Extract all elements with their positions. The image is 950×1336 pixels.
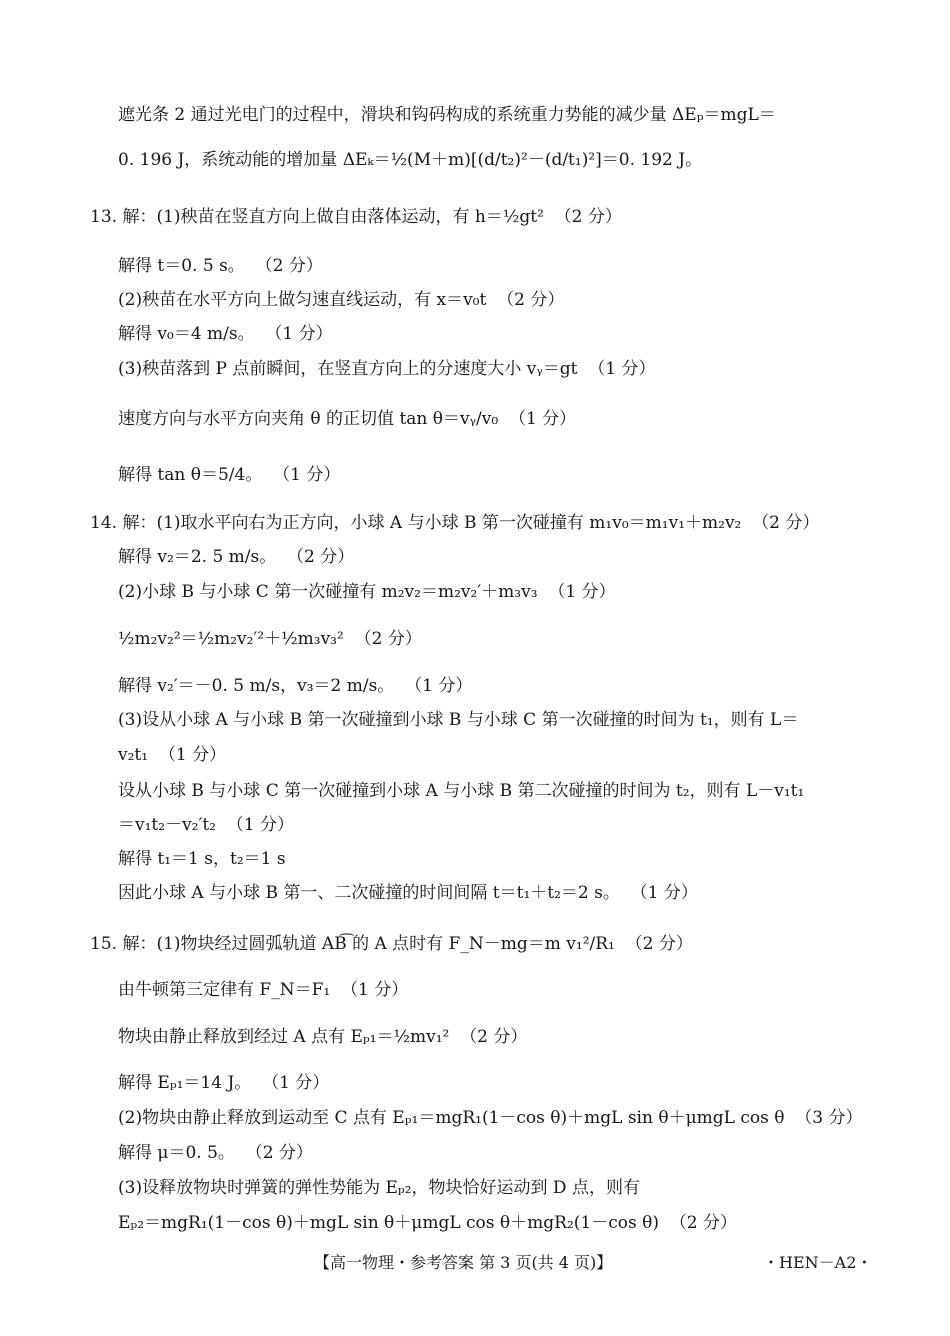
question-15-line-6 — [118, 1142, 313, 1164]
line-1 — [118, 104, 776, 126]
line-text: 13. 解：(1)秧苗在竖直方向上做自由落体运动，有 h＝½gt² （2 分） — [90, 207, 622, 227]
line-text: 解得 t₁＝1 s，t₂＝1 s — [118, 849, 286, 869]
question-14-line-5 — [118, 675, 472, 697]
question-15-line-4 — [118, 1072, 329, 1094]
line-text: ＝v₁t₂－v₂′t₂ （1 分） — [118, 815, 295, 835]
question-13-line-3 — [118, 289, 564, 311]
question-13-line-2 — [118, 255, 323, 277]
line-2 — [118, 149, 702, 171]
line-text: 物块由静止释放到经过 A 点有 Eₚ₁＝½mv₁² （2 分） — [118, 1027, 528, 1047]
line-text: (3)设从小球 A 与小球 B 第一次碰撞到小球 B 与小球 C 第一次碰撞的时间为 t₁，则有 L＝ — [118, 710, 799, 730]
line-text: 14. 解：(1)取水平向右为正方向，小球 A 与小球 B 第一次碰撞有 m₁v₀＝m₁v₁＋m₂v₂ （2 分） — [90, 513, 820, 533]
question-14-line-10 — [118, 848, 286, 870]
footer-page-label — [314, 1252, 612, 1274]
question-13-line-6 — [118, 408, 576, 430]
question-14-line-8 — [118, 780, 804, 802]
footer-right-text: ・HEN－A2・ — [763, 1253, 873, 1272]
line-text: 解得 t＝0. 5 s。 （2 分） — [118, 256, 323, 276]
line-text: 解得 v₀＝4 m/s。 （1 分） — [118, 324, 333, 344]
question-14-line-3 — [118, 581, 616, 603]
question-14-line-2 — [118, 546, 354, 568]
line-text: (3)秧苗落到 P 点前瞬间，在竖直方向上的分速度大小 vᵧ＝gt （1 分） — [118, 359, 656, 379]
question-15-line-2 — [118, 979, 408, 1001]
line-text: (2)物块由静止释放到运动至 C 点有 Eₚ₁＝mgR₁(1－cos θ)＋mgL sin θ＋μmgL cos θ （3 分） — [118, 1108, 863, 1128]
line-text: (3)设释放物块时弹簧的弹性势能为 Eₚ₂，物块恰好运动到 D 点，则有 — [118, 1178, 640, 1198]
question-14-line-7 — [118, 744, 226, 766]
line-text: 因此小球 A 与小球 B 第一、二次碰撞的时间间隔 t＝t₁＋t₂＝2 s。 （1 分） — [118, 883, 698, 903]
question-13-line-4 — [118, 323, 333, 345]
line-text: 解得 v₂＝2. 5 m/s。 （2 分） — [118, 547, 355, 567]
line-text: 0. 196 J，系统动能的增加量 ΔEₖ＝½(M＋m)[(d/t₂)²－(d/t₁)²]＝0. 192 J。 — [118, 150, 703, 170]
question-15-line-3 — [118, 1026, 527, 1048]
question-15-line-5 — [118, 1107, 862, 1129]
question-15-line-1 — [90, 933, 693, 955]
line-text: 设从小球 B 与小球 C 第一次碰撞到小球 A 与小球 B 第二次碰撞的时间为 t₂，则有 L－v₁t₁ — [118, 781, 805, 801]
footer-center-text: 【高一物理・参考答案 第 3 页(共 4 页)】 — [314, 1253, 613, 1272]
line-text: 速度方向与水平方向夹角 θ 的正切值 tan θ＝vᵧ/v₀ （1 分） — [118, 409, 577, 429]
line-text: v₂t₁ （1 分） — [118, 745, 227, 765]
question-14-line-4 — [118, 628, 422, 650]
line-text: 解得 Eₚ₁＝14 J。 （1 分） — [118, 1073, 330, 1093]
line-text: (2)秧苗在水平方向上做匀速直线运动，有 x＝v₀t （2 分） — [118, 290, 565, 310]
line-text: Eₚ₂＝mgR₁(1－cos θ)＋mgL sin θ＋μmgL cos θ＋mgR₂(1－cos θ) （2 分） — [118, 1213, 737, 1233]
question-14-line-1 — [90, 512, 819, 534]
line-text: 解得 μ＝0. 5。 （2 分） — [118, 1143, 313, 1163]
question-13-line-7 — [118, 464, 340, 486]
line-text: 15. 解：(1)物块经过圆弧轨道 AB͡ 的 A 点时有 F_N－mg＝m v₁²/R₁ （2 分） — [90, 934, 693, 954]
question-13-line-5 — [118, 358, 655, 380]
question-14-line-11 — [118, 882, 698, 904]
question-15-line-7 — [118, 1177, 640, 1199]
line-text: 解得 tan θ＝5/4。 （1 分） — [118, 465, 341, 485]
line-text: (2)小球 B 与小球 C 第一次碰撞有 m₂v₂＝m₂v₂′＋m₃v₃ （1 分） — [118, 582, 616, 602]
line-text: ½m₂v₂²＝½m₂v₂′²＋½m₃v₃² （2 分） — [118, 629, 422, 649]
line-text: 由牛顿第三定律有 F_N＝F₁ （1 分） — [118, 980, 409, 1000]
question-14-line-6 — [118, 709, 798, 731]
question-14-line-9 — [118, 814, 294, 836]
question-15-line-8 — [118, 1212, 737, 1234]
line-text: 遮光条 2 通过光电门的过程中，滑块和钩码构成的系统重力势能的减少量 ΔEₚ＝mgL＝ — [118, 105, 776, 125]
line-text: 解得 v₂′＝－0. 5 m/s，v₃＝2 m/s。 （1 分） — [118, 676, 473, 696]
footer-code — [763, 1252, 872, 1274]
question-13-line-1 — [90, 206, 622, 228]
